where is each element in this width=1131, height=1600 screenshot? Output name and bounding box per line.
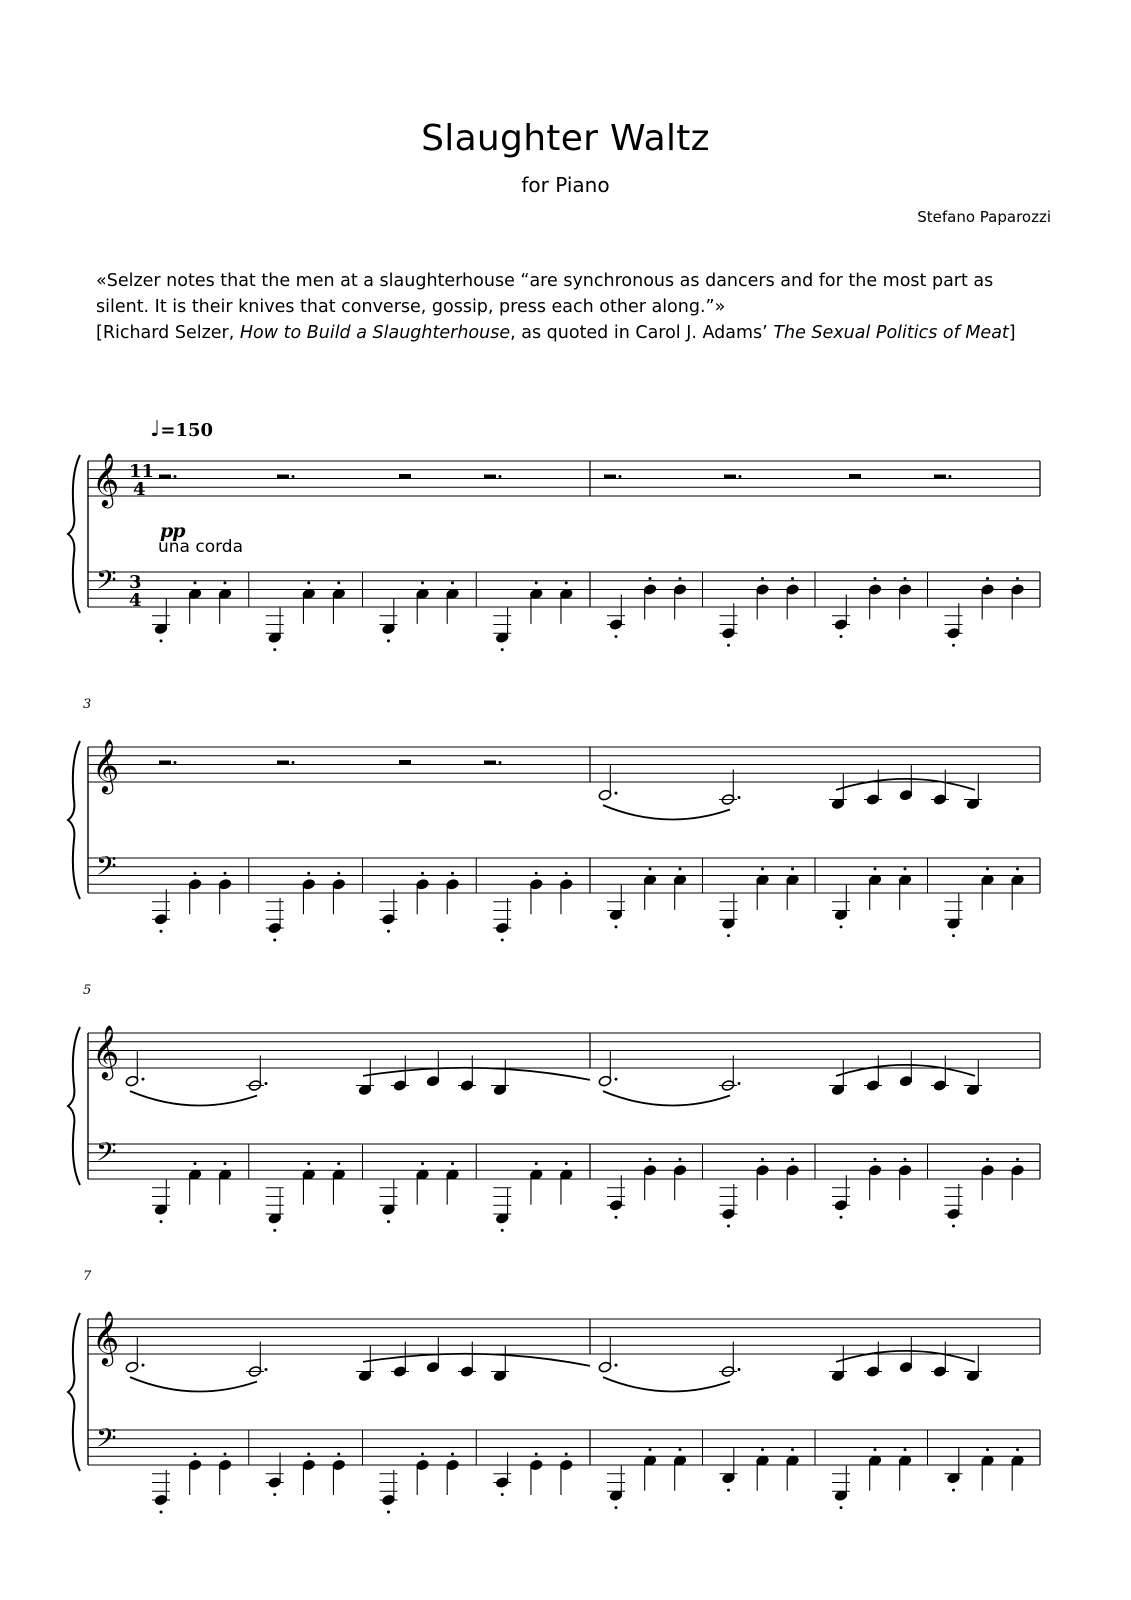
staccato-dot <box>273 939 276 942</box>
augmentation-dot <box>265 1368 268 1371</box>
staccato-dot <box>952 934 955 937</box>
slur <box>130 1091 257 1105</box>
augmentation-dot <box>142 1364 145 1367</box>
staccato-dot <box>727 1225 730 1228</box>
staccato-dot <box>224 872 227 875</box>
treble-clef-icon: 𝄞 <box>92 1310 120 1364</box>
staccato-dot <box>874 1448 877 1451</box>
staccato-dot <box>565 1162 568 1165</box>
staccato-dot <box>535 872 538 875</box>
whole-rest <box>849 474 861 479</box>
staccato-dot <box>421 581 424 584</box>
epigraph-line-2: silent. It is their knives that converse, gossip, press each other along.”» <box>96 297 726 317</box>
staccato-dot <box>679 1158 682 1161</box>
staccato-dot <box>337 872 340 875</box>
piece-title: Slaughter Waltz <box>421 118 710 159</box>
staccato-dot <box>273 1229 276 1232</box>
brace-icon <box>68 455 80 613</box>
augmentation-dot <box>615 1078 618 1081</box>
staccato-dot <box>160 930 163 933</box>
staccato-dot <box>840 925 843 928</box>
staccato-dot <box>387 1511 390 1514</box>
staccato-dot <box>421 872 424 875</box>
measure-number-7: 7 <box>83 1269 92 1284</box>
augmentation-dot <box>738 796 741 799</box>
staccato-dot <box>791 867 794 870</box>
composer-name: Stefano Paparozzi <box>917 208 1051 226</box>
staccato-dot <box>307 872 310 875</box>
staccato-dot <box>952 1489 955 1492</box>
half-rest <box>277 761 289 766</box>
staccato-dot <box>451 581 454 584</box>
staccato-dot <box>986 867 989 870</box>
staccato-dot <box>1016 577 1019 580</box>
staccato-dot <box>337 581 340 584</box>
staccato-dot <box>615 1506 618 1509</box>
treble-clef-icon: 𝄞 <box>92 1024 120 1078</box>
half-rest <box>159 761 171 766</box>
citation-close: ] <box>1008 323 1016 343</box>
staccato-dot <box>727 934 730 937</box>
augmentation-dot <box>142 1078 145 1081</box>
slur <box>603 1091 730 1105</box>
staccato-dot <box>649 1158 652 1161</box>
staccato-dot <box>649 577 652 580</box>
staccato-dot <box>451 1453 454 1456</box>
staccato-dot <box>904 577 907 580</box>
whole-rest <box>399 760 411 765</box>
brace-icon <box>68 1027 80 1185</box>
rest-dot <box>499 761 502 764</box>
staccato-dot <box>952 644 955 647</box>
rest-dot <box>499 475 502 478</box>
slur <box>363 1354 590 1366</box>
staccato-dot <box>840 1216 843 1219</box>
time-sig-treble-bottom: 4 <box>133 479 146 500</box>
staccato-dot <box>874 577 877 580</box>
treble-clef-icon: 𝄞 <box>92 738 120 792</box>
whole-rest <box>399 474 411 479</box>
staccato-dot <box>194 1162 197 1165</box>
staccato-dot <box>1016 867 1019 870</box>
staccato-dot <box>273 648 276 651</box>
staccato-dot <box>986 577 989 580</box>
staccato-dot <box>874 867 877 870</box>
staccato-dot <box>565 581 568 584</box>
staccato-dot <box>727 644 730 647</box>
measure-number-3: 3 <box>83 697 92 712</box>
citation-book-1: How to Build a Slaughterhouse <box>239 323 511 343</box>
staccato-dot <box>615 1216 618 1219</box>
pedal-text: una corda <box>158 537 244 557</box>
staccato-dot <box>194 872 197 875</box>
measure-number-5: 5 <box>83 983 92 998</box>
piece-subtitle: for Piano <box>521 173 610 197</box>
staccato-dot <box>565 1453 568 1456</box>
staccato-dot <box>761 1158 764 1161</box>
staccato-dot <box>727 1489 730 1492</box>
staccato-dot <box>501 1229 504 1232</box>
augmentation-dot <box>615 1364 618 1367</box>
rest-dot <box>174 475 177 478</box>
staccato-dot <box>387 1220 390 1223</box>
slur <box>363 1068 590 1080</box>
staccato-dot <box>791 1158 794 1161</box>
slur <box>836 1351 975 1362</box>
staccato-dot <box>421 1162 424 1165</box>
slur <box>603 1377 730 1391</box>
staccato-dot <box>194 581 197 584</box>
staccato-dot <box>307 581 310 584</box>
rest-dot <box>739 475 742 478</box>
staccato-dot <box>194 1453 197 1456</box>
half-rest <box>724 475 736 480</box>
rest-dot <box>292 475 295 478</box>
staccato-dot <box>387 639 390 642</box>
staccato-dot <box>501 1493 504 1496</box>
staccato-dot <box>224 1162 227 1165</box>
staccato-dot <box>1016 1158 1019 1161</box>
treble-clef-icon: 𝄞 <box>92 452 120 506</box>
staccato-dot <box>307 1162 310 1165</box>
staccato-dot <box>307 1453 310 1456</box>
staccato-dot <box>535 581 538 584</box>
staccato-dot <box>451 872 454 875</box>
citation-mid: , as quoted in Carol J. Adams’ <box>510 323 774 343</box>
epigraph-line-1: «Selzer notes that the men at a slaughterhouse “are synchronous as dancers and for the most part as <box>96 271 994 291</box>
brace-icon <box>68 741 80 899</box>
dynamic-marking: pp <box>160 520 185 542</box>
citation-book-2: The Sexual Politics of Meat <box>773 323 1009 343</box>
staccato-dot <box>791 577 794 580</box>
staccato-dot <box>387 930 390 933</box>
staccato-dot <box>904 867 907 870</box>
staccato-dot <box>337 1162 340 1165</box>
staccato-dot <box>649 1448 652 1451</box>
half-rest <box>484 761 496 766</box>
half-rest <box>604 475 616 480</box>
staccato-dot <box>649 867 652 870</box>
staccato-dot <box>1016 1448 1019 1451</box>
dotted-half-note-icon: ♩ <box>150 416 161 442</box>
staccato-dot <box>986 1448 989 1451</box>
slur <box>836 1065 975 1076</box>
staccato-dot <box>160 639 163 642</box>
slur <box>603 805 730 819</box>
augmentation-dot <box>615 792 618 795</box>
staccato-dot <box>451 1162 454 1165</box>
staccato-dot <box>160 1220 163 1223</box>
time-sig-treble-top: 11 <box>129 461 155 482</box>
time-sig-bass-top: 3 <box>129 572 142 593</box>
staccato-dot <box>761 1448 764 1451</box>
bass-clef-icon: 𝄢 <box>96 1422 117 1460</box>
staccato-dot <box>160 1511 163 1514</box>
staccato-dot <box>679 1448 682 1451</box>
staccato-dot <box>337 1453 340 1456</box>
staccato-dot <box>224 581 227 584</box>
staccato-dot <box>615 635 618 638</box>
staccato-dot <box>565 872 568 875</box>
rest-dot <box>174 761 177 764</box>
staccato-dot <box>761 867 764 870</box>
staccato-dot <box>904 1158 907 1161</box>
tempo-value: =150 <box>160 420 214 441</box>
slur <box>836 779 975 790</box>
augmentation-dot <box>738 1368 741 1371</box>
staccato-dot <box>840 635 843 638</box>
staccato-dot <box>952 1225 955 1228</box>
staccato-dot <box>679 867 682 870</box>
staccato-dot <box>501 648 504 651</box>
staccato-dot <box>904 1448 907 1451</box>
staccato-dot <box>874 1158 877 1161</box>
staccato-dot <box>224 1453 227 1456</box>
staccato-dot <box>840 1506 843 1509</box>
half-rest <box>484 475 496 480</box>
staccato-dot <box>501 939 504 942</box>
staccato-dot <box>273 1493 276 1496</box>
staccato-dot <box>761 577 764 580</box>
staccato-dot <box>535 1162 538 1165</box>
augmentation-dot <box>738 1082 741 1085</box>
bass-clef-icon: 𝄢 <box>96 850 117 888</box>
staccato-dot <box>615 925 618 928</box>
slur <box>130 1377 257 1391</box>
bass-clef-icon: 𝄢 <box>96 1136 117 1174</box>
rest-dot <box>292 761 295 764</box>
time-sig-bass-bottom: 4 <box>129 590 142 611</box>
staccato-dot <box>679 577 682 580</box>
staccato-dot <box>791 1448 794 1451</box>
rest-dot <box>619 475 622 478</box>
brace-icon <box>68 1313 80 1471</box>
half-rest <box>159 475 171 480</box>
staccato-dot <box>986 1158 989 1161</box>
staccato-dot <box>535 1453 538 1456</box>
staccato-dot <box>421 1453 424 1456</box>
rest-dot <box>949 475 952 478</box>
bass-clef-icon: 𝄢 <box>96 564 117 602</box>
half-rest <box>934 475 946 480</box>
half-rest <box>277 475 289 480</box>
augmentation-dot <box>265 1082 268 1085</box>
citation-open: [Richard Selzer, <box>96 323 240 343</box>
